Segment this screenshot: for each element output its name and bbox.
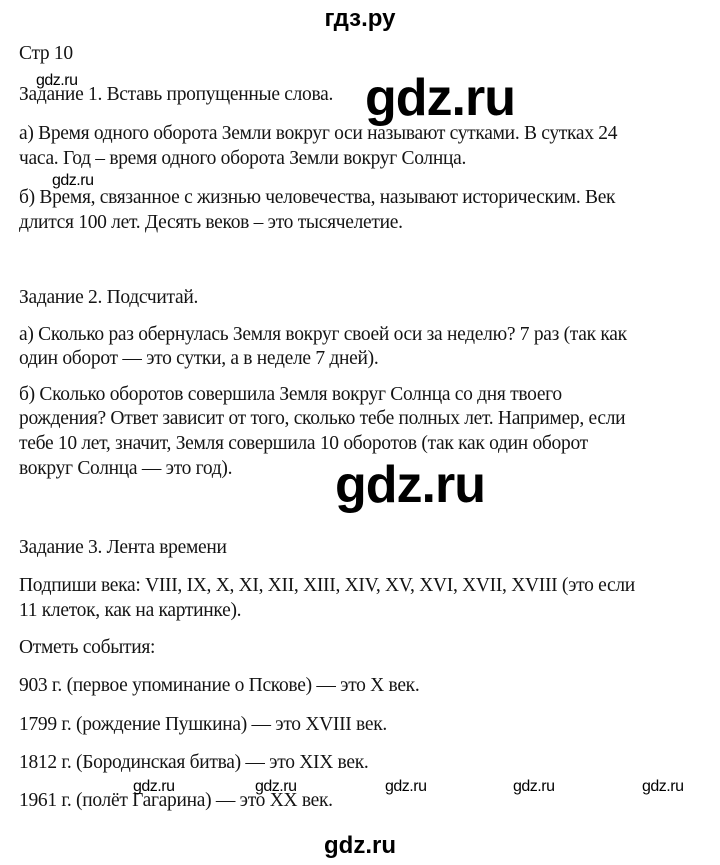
watermark-small: gdz.ru [513,778,555,795]
task-3-centuries-line-1: Подпиши века: VIII, IX, X, XI, XII, XIII, XIV, XV, XVI, XVII, XVIII (это если [19,575,635,596]
watermark-footer: gdz.ru [324,832,396,859]
watermark-small: gdz.ru [255,778,297,795]
site-header-title: гдз.ру [324,5,396,32]
task-2-a-line-2: один оборот — это сутки, а в неделе 7 дней). [19,348,379,369]
task-2-title: Задание 2. Подсчитай. [19,287,199,308]
watermark-small: gdz.ru [642,778,684,795]
task-3-events-heading: Отметь события: [19,637,156,658]
watermark-large: gdz.ru [335,456,485,514]
task-3-event-pushkin: 1799 г. (рождение Пушкина) — это XVIII век. [19,714,387,735]
watermark-large: gdz.ru [365,69,515,127]
task-2-a-line-1: а) Сколько раз обернулась Земля вокруг своей оси за неделю? 7 раз (так как [19,324,627,345]
watermark-small: gdz.ru [385,778,427,795]
task-2-b-line-1: б) Сколько оборотов совершила Земля вокруг Солнца со дня твоего [19,384,562,405]
task-2-b-line-4: вокруг Солнца — это год). [19,458,233,479]
task-2-b-line-2: рождения? Ответ зависит от того, сколько тебе полных лет. Например, если [19,408,626,429]
page-reference: Стр 10 [19,43,73,64]
task-1-a-line-1: а) Время одного оборота Земли вокруг оси называют сутками. В сутках 24 [19,123,618,144]
task-3-title: Задание 3. Лента времени [19,537,227,558]
watermark-small: gdz.ru [36,72,78,89]
task-1-b-line-1: б) Время, связанное с жизнью человечества, называют историческим. Век [19,187,616,208]
task-2-b-line-3: тебе 10 лет, значит, Земля совершила 10 оборотов (так как один оборот [19,433,588,454]
watermark-small: gdz.ru [52,172,94,189]
task-1-a-line-2: часа. Год – время одного оборота Земли вокруг Солнца. [19,148,467,169]
task-3-event-pskov: 903 г. (первое упоминание о Пскове) — это X век. [19,675,420,696]
task-3-event-borodino: 1812 г. (Бородинская битва) — это XIX век. [19,752,369,773]
watermark-small: gdz.ru [133,778,175,795]
task-3-event-gagarin: 1961 г. (полёт Гагарина) — это XX век. [19,790,333,811]
task-1-b-line-2: длится 100 лет. Десять веков – это тысячелетие. [19,212,403,233]
task-1-title: Задание 1. Вставь пропущенные слова. [19,84,334,105]
task-3-centuries-line-2: 11 клеток, как на картинке). [19,600,242,621]
